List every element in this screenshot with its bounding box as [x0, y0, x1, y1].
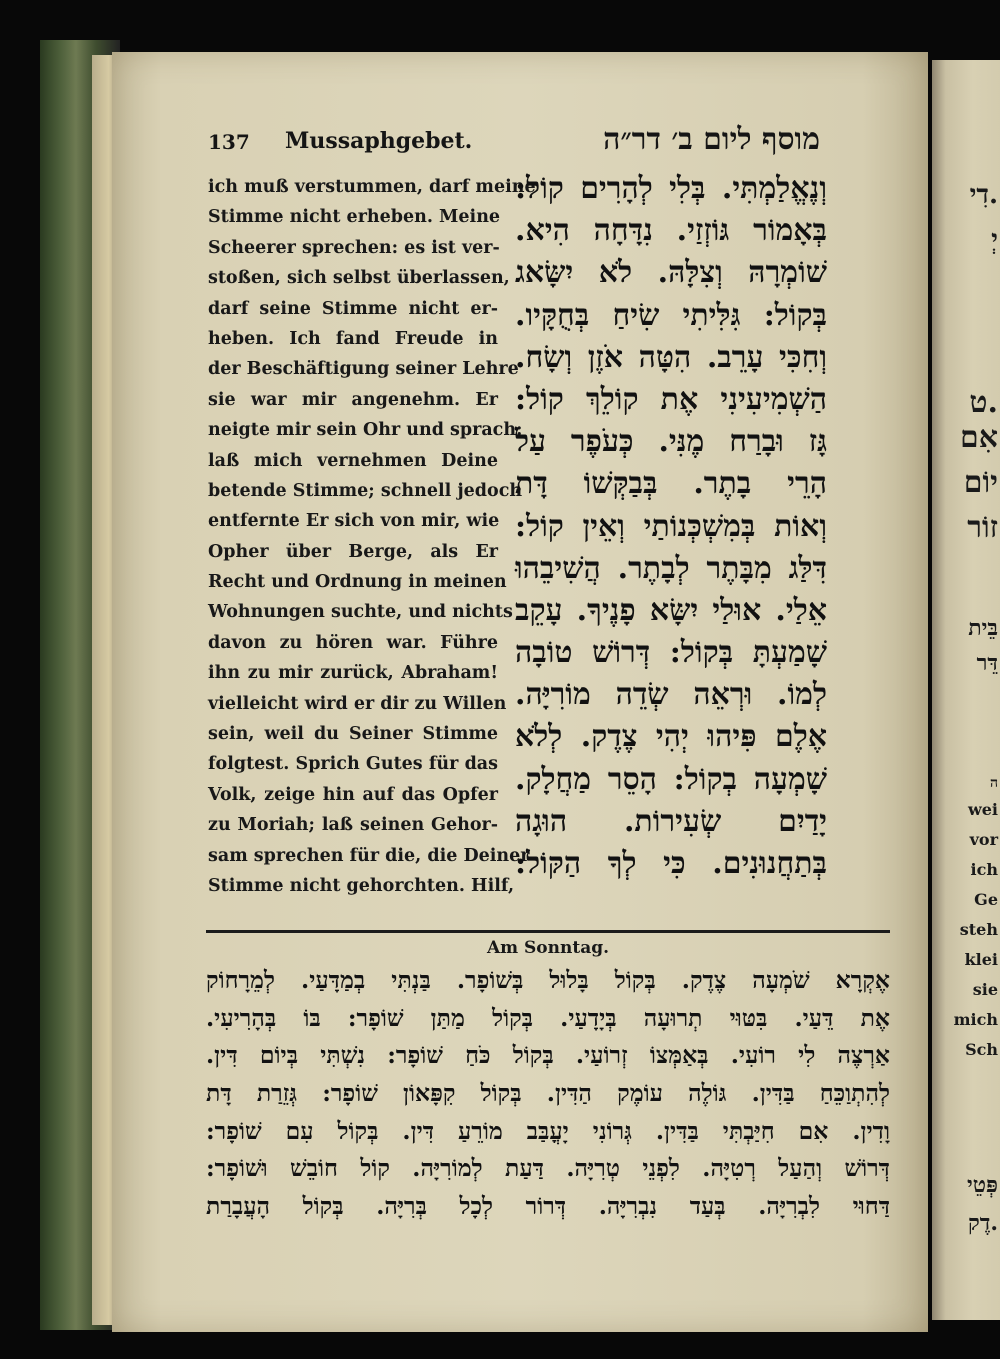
page-number: 137	[208, 130, 250, 154]
german-line: neigte mir sein Ohr und sprach:	[208, 420, 523, 441]
german-line: sam sprechen für die, die Deiner	[208, 845, 530, 866]
german-line: sie war mir angenehm. Er	[208, 389, 498, 410]
hebrew-bottom-line: דַּחוּי לִבְרִיָּה. בְּעַד נִבְרִיָּה. דְּרוֹר לְכָל בְּרִיָּה. בְּקוֹל הָעֲבָרַת	[206, 1192, 890, 1221]
hebrew-bottom-block	[206, 962, 890, 1226]
german-line: Scheerer sprechen: es ist ver-	[208, 237, 500, 258]
hebrew-line: אֶלֶם פִּיהוּ יְהִי צֶדֶק. לְלֹא	[515, 719, 827, 755]
german-line: heben. Ich fand Freude in	[208, 328, 498, 349]
german-translation-column	[208, 172, 536, 901]
german-line: ihn zu mir zurück, Abraham!	[208, 663, 498, 684]
hebrew-line: דִּלַּג מִבָּתֶר לְבָתֶר. הֲשִׁיבֵהוּ	[515, 550, 827, 586]
facing-page	[932, 60, 1000, 1320]
facing-fragment: ich	[970, 860, 998, 879]
hebrew-line: בְּתַחֲנוּנִים. כִּי לְךָ הַקּוֹל:	[515, 846, 827, 881]
hebrew-text-column	[515, 168, 827, 885]
german-line: sein, weil du Seiner Stimme	[208, 724, 498, 745]
facing-fragment: wei	[967, 800, 998, 819]
hebrew-line: גָּז וּבָרַח מֶנִּי. כְּעֹפֶר עַל	[515, 424, 827, 460]
facing-fragment: פְּטֵי	[966, 1172, 998, 1198]
facing-fragment: steh	[959, 920, 998, 939]
german-line: Stimme nicht erheben. Meine	[208, 207, 501, 228]
german-line: zu Moriah; laß seinen Gehor-	[208, 815, 498, 836]
facing-fragment: יְ	[991, 225, 998, 255]
hebrew-bottom-line: אֶקְרָא שֹׁמְעָה צֶדֶק. בְּקוֹל בָּלוּל בְּשׁוֹפָר. בַּנְתִּי בְמַדָּעַי. לְמֵרָחוֹק	[206, 966, 890, 994]
facing-fragment: יוֹם	[963, 465, 998, 500]
hebrew-line: יָדַיִם שְׂעִירוֹת. הוּגָה	[515, 803, 827, 839]
german-line: Wohnungen suchte, und nichts	[208, 602, 513, 623]
facing-fragment: ט.	[969, 385, 998, 420]
facing-fragment: mich	[953, 1010, 998, 1029]
hebrew-line: וְחִכִּי עָרֵב. הִטָּה אֹזֶן וְשָׂח.	[515, 339, 827, 375]
running-title-hebrew: מוסף ליום ב׳ דר״ה	[603, 122, 820, 157]
facing-fragment: בֵּית	[968, 615, 998, 641]
facing-fragment: ה	[989, 775, 998, 791]
hebrew-line: הָרֵי בָתֶר. בְּבַקְּשׁוֹ דָּת	[515, 466, 827, 502]
facing-fragment: vor	[969, 830, 998, 849]
german-line: folgtest. Sprich Gutes für das	[208, 754, 498, 775]
german-line: Opher über Berge, als Er	[208, 541, 498, 562]
german-line: Stimme nicht gehorchten. Hilf,	[208, 875, 515, 896]
section-title: Am Sonntag.	[486, 938, 610, 958]
hebrew-bottom-line: וָדִין. אִם חִיַּבְתִּי בַּדִּין. גְּרוֹנִי יָעֳבַּב מוֹרֵעַ דִּין. בְּקוֹל עִם שׁוֹפָר:	[206, 1116, 890, 1145]
hebrew-line: בְּקוֹל: גִּלִּיתִי שִׂיחַ בְּחֻקָּיו.	[515, 297, 827, 333]
facing-fragment: אִם	[960, 420, 998, 455]
german-line: ich muß verstummen, darf meine	[208, 177, 536, 197]
facing-fragment: Sch	[965, 1040, 998, 1059]
german-line: entfernte Er sich von mir, wie	[208, 511, 500, 532]
facing-fragment: sie	[972, 980, 998, 999]
facing-fragment: דֶק.	[967, 1210, 998, 1236]
hebrew-line: הַשְׁמִיעִינִי אֶת קוֹלֵךְ קוֹל:	[515, 381, 827, 417]
facing-fragment: זוֹר	[967, 510, 998, 545]
german-line: Recht und Ordnung in meinen	[208, 572, 507, 593]
facing-fragment: Ge	[974, 890, 998, 909]
german-line: Volk, zeige hin auf das Opfer	[208, 784, 498, 805]
german-line: betende Stimme; schnell jedoch	[208, 480, 523, 501]
running-title-german: Mussaphgebet.	[285, 128, 473, 154]
german-line: darf seine Stimme nicht er-	[208, 298, 498, 319]
german-line: vielleicht wird er dir zu Willen	[208, 693, 507, 714]
hebrew-line: וְאוֹת בְּמִשְׁכְּנוֹתַי וְאֵין קוֹל:	[515, 508, 827, 544]
german-line: davon zu hören war. Führe	[208, 632, 498, 653]
hebrew-line: שׁוֹמְרָהּ וְצִלָּהּ. לֹא יִשָּׂאג	[515, 255, 827, 291]
hebrew-line: שָׁמְעָה בְקוֹל: הָסֵר מַחֲלָק.	[515, 761, 827, 797]
facing-fragment: דֵּר	[976, 650, 998, 676]
section-divider	[206, 930, 890, 933]
hebrew-bottom-line: לְהִתְוַכֵּחַ בַּדִּין. גּוֹלֶה עוֹמֶק הַדִּין. בְּקוֹל קִפָּאוֹן שׁוֹפָר: גְּזֵרַת דָּת	[206, 1079, 890, 1108]
facing-fragment: דִי.	[969, 180, 998, 210]
hebrew-bottom-line: אֶת דֵּעַי. בִּטּוּי תְרוּעָה בְּיָדָעַי. בְּקוֹל מַתַּן שׁוֹפָר: בּוֹ בְּהָרִיעִי.	[206, 1003, 890, 1032]
german-line: der Beschäftigung seiner Lehre	[208, 359, 519, 380]
german-line: laß mich vernehmen Deine	[208, 450, 498, 471]
hebrew-bottom-line: אַרְצֶה לִי רוֹעִי. בְּאַמְּצוֹ זְרוֹעַי. בְּקוֹל כֹּחַ שׁוֹפָר: נִשְׁתִּי בְּיוֹם דִּין.	[206, 1041, 890, 1070]
facing-fragment: klei	[964, 950, 998, 969]
hebrew-line: לְמוֹ. וּרְאֵה שְׂדֵה מוֹרִיָּה.	[515, 677, 827, 713]
hebrew-line: בְּאָמוֹר גּוֹזְזַי. נִדָּחָה הִיא.	[515, 213, 827, 249]
german-line: stoßen, sich selbst überlassen,	[208, 268, 510, 289]
hebrew-line: וְנֶאֱלַמְתִּי. בְּלִי לְהָרִים קוֹל:	[515, 171, 827, 206]
hebrew-line: שָׁמַעְתָּ בְּקוֹל: דְּרוֹשׁ טוֹבָה	[515, 635, 827, 671]
hebrew-line: אֵלַי. אוּלַי יִשָּׂא פָנֶיךָ. עָקֵב	[515, 592, 827, 628]
hebrew-bottom-line: דְּרוֹשׁ וְהַעַל רְטִיָּה. לִפְנֵי טְרִיָּה. דַּעַת לְמוֹרִיָּה. קוֹל חוֹבֵשׁ וּשׁוֹפָר:	[206, 1154, 890, 1183]
